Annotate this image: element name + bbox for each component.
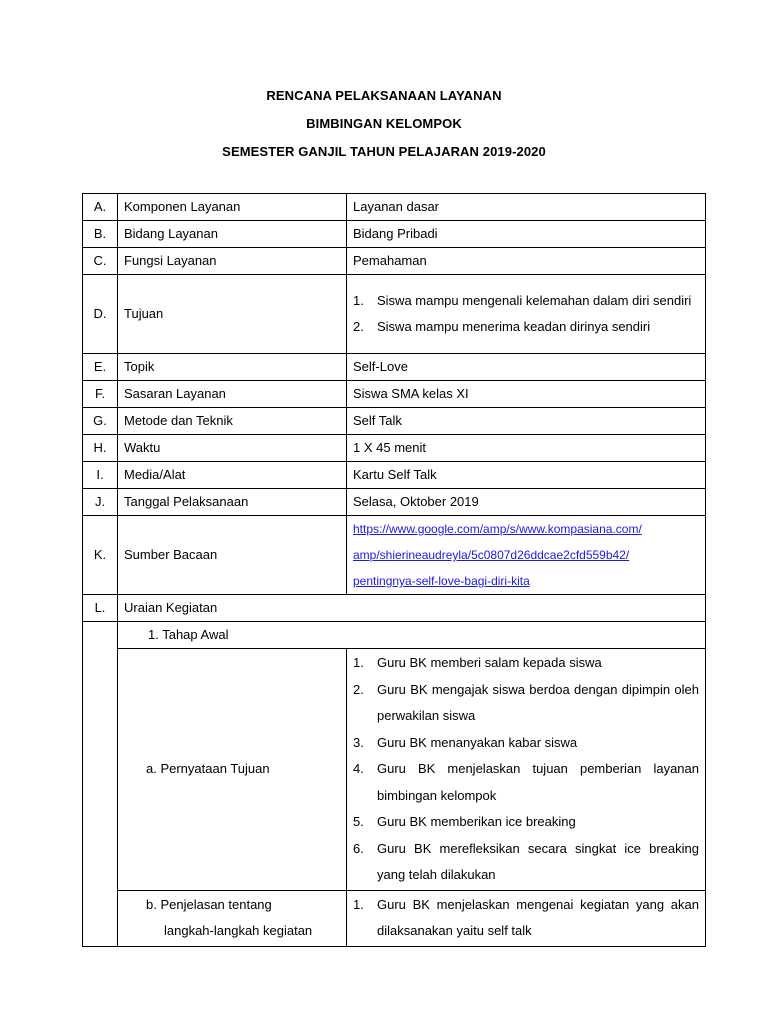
activity-cell bbox=[347, 649, 706, 891]
table-row bbox=[83, 354, 706, 381]
table-row bbox=[83, 595, 706, 622]
table-row bbox=[83, 381, 706, 408]
activity-cell bbox=[347, 890, 706, 946]
sub-section-label: a. Pernyataan Tujuan bbox=[118, 649, 347, 891]
sub-section-label bbox=[118, 890, 347, 946]
list-text: Guru BK menanyakan kabar siswa bbox=[377, 734, 578, 750]
title-line-3: SEMESTER GANJIL TAHUN PELAJARAN 2019-2020 bbox=[222, 144, 546, 159]
list-item bbox=[353, 677, 699, 730]
list-item bbox=[353, 314, 699, 341]
row-label: Fungsi Layanan bbox=[118, 248, 347, 275]
list-item bbox=[353, 756, 699, 809]
row-label: Sasaran Layanan bbox=[118, 381, 347, 408]
row-value: Layanan dasar bbox=[347, 194, 706, 221]
list-number: 1. bbox=[353, 292, 364, 308]
table-row bbox=[83, 462, 706, 489]
list-item bbox=[353, 892, 699, 945]
list-text: Siswa mampu menerima keadan dirinya sendiri bbox=[377, 319, 651, 334]
row-value: 1 X 45 menit bbox=[347, 435, 706, 462]
row-letter: K. bbox=[83, 516, 118, 595]
sub-label-line: b. Penjelasan tentang bbox=[146, 897, 272, 912]
row-label: Metode dan Teknik bbox=[118, 408, 347, 435]
list-number: 5. bbox=[353, 814, 364, 829]
list-text: Guru BK mengajak siswa berdoa dengan dipimpin oleh perwakilan siswa bbox=[377, 681, 699, 723]
row-letter: G. bbox=[83, 408, 118, 435]
goal-list bbox=[353, 288, 699, 341]
row-label: Uraian Kegiatan bbox=[118, 595, 706, 622]
table-row bbox=[83, 221, 706, 248]
stage-label: 1. Tahap Awal bbox=[118, 622, 706, 649]
row-letter: B. bbox=[83, 221, 118, 248]
list-number: 1. bbox=[353, 896, 364, 912]
list-number: 2. bbox=[353, 681, 364, 697]
row-value: Self-Love bbox=[347, 354, 706, 381]
row-value: Kartu Self Talk bbox=[347, 462, 706, 489]
source-link-line[interactable]: https://www.google.com/amp/s/www.kompasiana.com/ bbox=[353, 522, 642, 536]
row-label: Tanggal Pelaksanaan bbox=[118, 489, 347, 516]
row-value: Pemahaman bbox=[347, 248, 706, 275]
table-row bbox=[83, 408, 706, 435]
table-row bbox=[83, 649, 706, 891]
list-item bbox=[353, 836, 699, 889]
list-number: 4. bbox=[353, 761, 364, 776]
row-label: Tujuan bbox=[118, 275, 347, 354]
list-item bbox=[353, 730, 699, 757]
row-value: Bidang Pribadi bbox=[347, 221, 706, 248]
source-link-line[interactable]: amp/shierineaudreyla/5c0807d26ddcae2cfd559b42/ bbox=[353, 548, 630, 562]
row-value bbox=[347, 275, 706, 354]
list-text: Guru BK memberikan ice breaking bbox=[377, 814, 576, 829]
table-row bbox=[83, 248, 706, 275]
row-letter: F. bbox=[83, 381, 118, 408]
list-text: Guru BK menjelaskan mengenai kegiatan yang akan dilaksanakan yaitu self talk bbox=[377, 896, 699, 938]
row-label: Waktu bbox=[118, 435, 347, 462]
table-row bbox=[83, 275, 706, 354]
list-text: Guru BK menjelaskan tujuan pemberian layanan bimbingan kelompok bbox=[377, 761, 699, 803]
row-letter: D. bbox=[83, 275, 118, 354]
list-number: 6. bbox=[353, 840, 364, 856]
row-label: Bidang Layanan bbox=[118, 221, 347, 248]
list-number: 1. bbox=[353, 655, 364, 670]
row-letter: H. bbox=[83, 435, 118, 462]
row-letter: C. bbox=[83, 248, 118, 275]
list-number: 2. bbox=[353, 319, 364, 334]
row-letter: I. bbox=[83, 462, 118, 489]
table-row bbox=[83, 622, 706, 649]
row-value: Siswa SMA kelas XI bbox=[347, 381, 706, 408]
source-link-cell bbox=[347, 516, 706, 595]
plan-table bbox=[82, 193, 706, 947]
row-letter: J. bbox=[83, 489, 118, 516]
table-row bbox=[83, 516, 706, 595]
list-text: Siswa mampu mengenali kelemahan dalam diri sendiri bbox=[377, 292, 692, 308]
list-text: Guru BK merefleksikan secara singkat ice breaking yang telah dilakukan bbox=[377, 840, 699, 882]
table-row bbox=[83, 489, 706, 516]
row-value: Selasa, Oktober 2019 bbox=[347, 489, 706, 516]
row-letter: E. bbox=[83, 354, 118, 381]
list-item bbox=[353, 288, 699, 315]
title-line-1: RENCANA PELAKSANAAN LAYANAN bbox=[266, 88, 502, 103]
row-label: Topik bbox=[118, 354, 347, 381]
row-letter: A. bbox=[83, 194, 118, 221]
table-row bbox=[83, 890, 706, 946]
activity-list bbox=[353, 892, 699, 945]
empty-cell bbox=[83, 622, 118, 947]
row-value: Self Talk bbox=[347, 408, 706, 435]
list-item bbox=[353, 650, 699, 677]
table-row bbox=[83, 435, 706, 462]
source-link-line[interactable]: pentingnya-self-love-bagi-diri-kita bbox=[353, 574, 530, 588]
row-label: Komponen Layanan bbox=[118, 194, 347, 221]
row-label: Sumber Bacaan bbox=[118, 516, 347, 595]
row-letter: L. bbox=[83, 595, 118, 622]
sub-label-line: langkah-langkah kegiatan bbox=[164, 923, 313, 938]
list-number: 3. bbox=[353, 734, 364, 750]
table-row bbox=[83, 194, 706, 221]
row-label: Media/Alat bbox=[118, 462, 347, 489]
activity-list bbox=[353, 650, 699, 889]
list-item bbox=[353, 809, 699, 836]
list-text: Guru BK memberi salam kepada siswa bbox=[377, 655, 602, 670]
title-line-2: BIMBINGAN KELOMPOK bbox=[306, 116, 462, 131]
